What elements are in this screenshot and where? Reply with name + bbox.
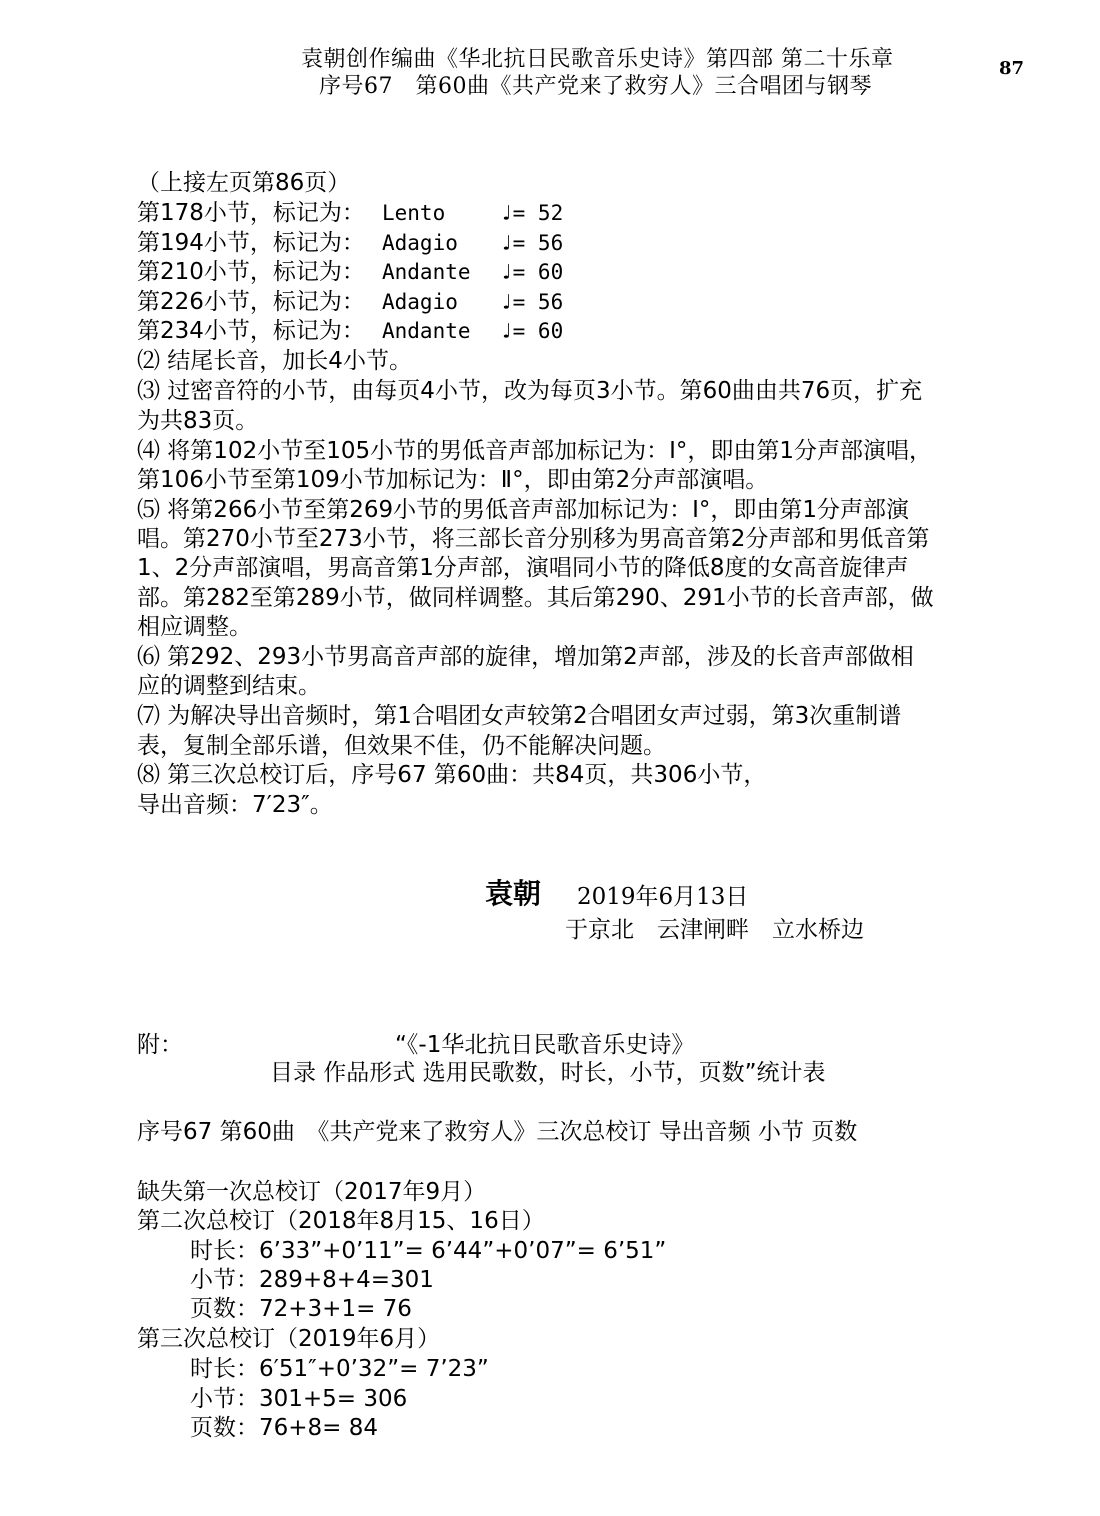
continued-note: （上接左页第86页） [137,170,351,196]
page-number: 87 [999,58,1025,79]
tempo-bpm: ♩= 52 [500,201,564,225]
signature-date: 2019年6月13日 [577,884,749,910]
revision-second-pages: 页数：72+3+1= 76 [190,1296,412,1322]
header-title-line1: 袁朝创作编曲《华北抗日民歌音乐史诗》第四部 第二十乐章 [301,47,894,72]
revision-second-title: 第二次总校订（2018年8月15、16日） [137,1208,545,1234]
note-line: 第106小节至第109小节加标记为：Ⅱ°，即由第2分声部演唱。 [137,467,769,493]
note-line: 部。第282至第289小节，做同样调整。其后第290、291小节的长音声部，做 [137,585,934,611]
tempo-marking: Adagio [382,231,458,255]
note-line: 为共83页。 [137,408,259,434]
signature-name: 袁朝 [485,877,542,910]
revision-second-bars: 小节：289+8+4=301 [190,1267,434,1293]
note-line: 表，复制全部乐谱，但效果不佳，仍不能解决问题。 [137,733,666,759]
note-line: ⑶ 过密音符的小节，由每页4小节，改为每页3小节。第60曲由共76页，扩充 [137,378,923,404]
appendix-title-line2: 目录 作品形式 选用民歌数，时长，小节，页数”统计表 [270,1060,826,1086]
revision-third-title: 第三次总校订（2019年6月） [137,1326,441,1352]
tempo-bpm: ♩= 56 [500,290,564,314]
revision-missing: 缺失第一次总校订（2017年9月） [137,1179,487,1205]
revision-third-duration: 时长：6′51″+0’32”= 7’23” [190,1356,489,1382]
note-line: 相应调整。 [137,614,252,640]
note-line: ⑹ 第292、293小节男高音声部的旋律，增加第2声部，涉及的长音声部做相 [137,644,914,670]
tempo-bar-label: 第178小节，标记为： [137,200,365,226]
note-line: ⑵ 结尾长音，加长4小节。 [137,348,412,374]
tempo-marking: Adagio [382,290,458,314]
tempo-bar-label: 第194小节，标记为： [137,230,365,256]
appendix-title-line1: “《-1华北抗日民歌音乐史诗》 [395,1032,695,1058]
tempo-bar-label: 第234小节，标记为： [137,318,365,344]
tempo-mark-row [137,287,563,317]
tempo-mark-row [137,198,563,228]
tempo-marking: Lento [382,201,446,225]
note-line: 唱。第270小节至273小节，将三部长音分别移为男高音第2分声部和男低音第 [137,526,930,552]
tempo-bar-label: 第210小节，标记为： [137,259,365,285]
revision-third-bars: 小节：301+5= 306 [190,1386,408,1412]
note-line: ⑸ 将第266小节至第269小节的男低音声部加标记为：Ⅰ°，即由第1分声部演 [137,497,910,523]
tempo-mark-row [137,316,563,346]
note-line: 1、2分声部演唱，男高音第1分声部，演唱同小节的降低8度的女高音旋律声 [137,555,909,581]
tempo-marking: Andante [382,319,471,343]
revision-third-pages: 页数：76+8= 84 [190,1415,379,1441]
signature-place: 于京北 云津闸畔 立水桥边 [565,917,864,943]
note-line: ⑷ 将第102小节至105小节的男低音声部加标记为：Ⅰ°，即由第1分声部演唱， [137,438,933,464]
note-line: 应的调整到结束。 [137,673,321,699]
header-title-line2: 序号67 第60曲《共产党来了救穷人》三合唱团与钢琴 [319,74,872,99]
tempo-bpm: ♩= 60 [500,260,564,284]
tempo-bpm: ♩= 56 [500,231,564,255]
revision-second-duration: 时长：6’33”+0’11”= 6’44”+0’07”= 6’51” [190,1238,667,1264]
appendix-label: 附： [137,1032,183,1058]
tempo-marking: Andante [382,260,471,284]
tempo-bar-label: 第226小节，标记为： [137,289,365,315]
note-line: ⑺ 为解决导出音频时，第1合唱团女声较第2合唱团女声过弱，第3次重制谱 [137,703,902,729]
tempo-mark-row [137,228,563,258]
note-line: ⑻ 第三次总校订后，序号67 第60曲：共84页，共306小节， [137,762,767,788]
table-row-header: 序号67 第60曲 《共产党来了救穷人》三次总校订 导出音频 小节 页数 [137,1119,858,1145]
tempo-bpm: ♩= 60 [500,319,564,343]
note-line: 导出音频：7′23″。 [137,792,333,818]
tempo-mark-row [137,257,563,287]
